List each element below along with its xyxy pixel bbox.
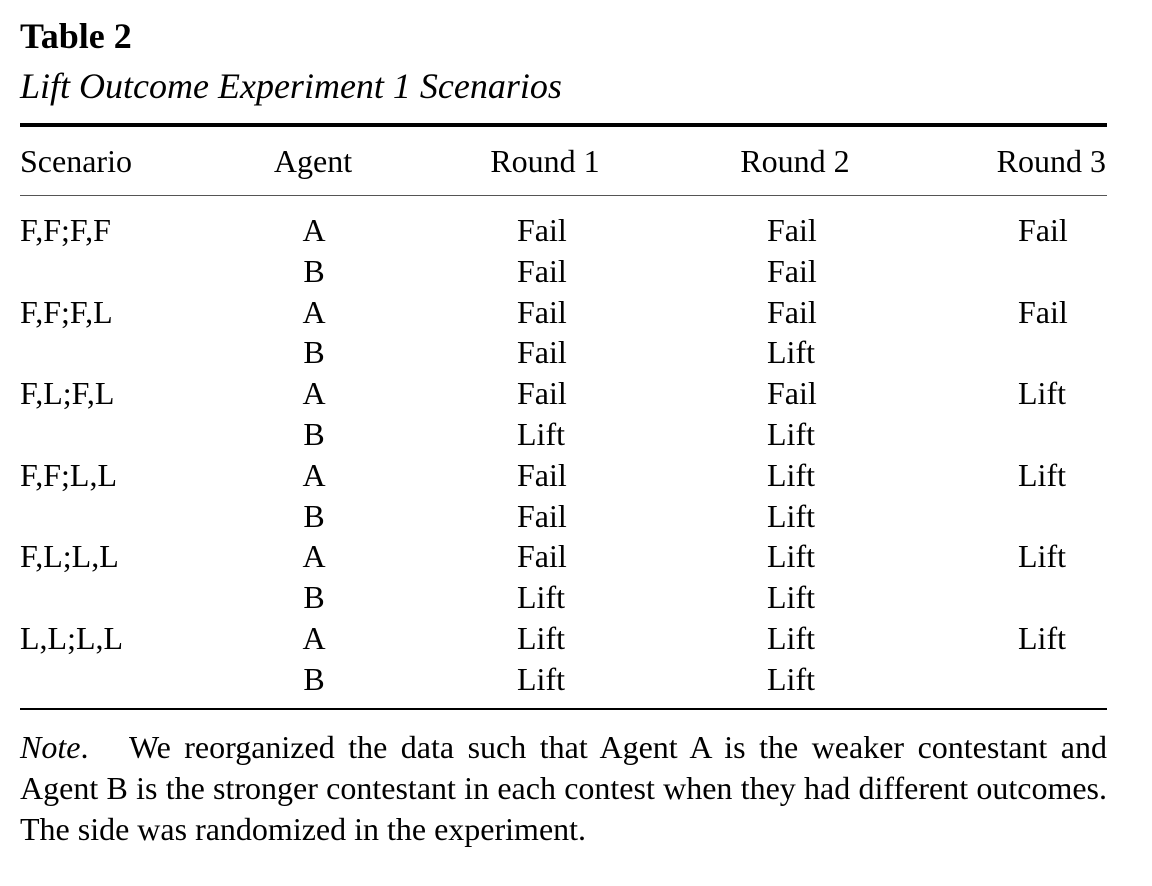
table-row — [0, 659, 1152, 699]
bottom-rule — [20, 708, 1107, 710]
agent-cell: A — [302, 212, 326, 248]
agent-cell: A — [302, 375, 326, 411]
round-2-cell: Lift — [767, 457, 815, 493]
table-number: Table 2 — [20, 16, 132, 56]
agent-cell: B — [303, 579, 325, 615]
note-text: We reorganized the data such that Agent A is the weaker contestant and Agent B is the stronger contestant in each contest when they had different outcomes. The side was randomized in the experiment. — [20, 729, 1108, 847]
round-3-cell: Lift — [1018, 375, 1066, 411]
round-3-cell: Fail — [1018, 212, 1068, 248]
scenario-cell: F,F;L,L — [20, 457, 118, 493]
header-rule — [20, 195, 1107, 196]
round-1-cell: Fail — [517, 253, 567, 289]
table-row — [0, 618, 1152, 658]
round-2-cell: Lift — [767, 498, 815, 534]
round-3-cell: Lift — [1018, 620, 1066, 656]
round-2-cell: Lift — [767, 579, 815, 615]
round-2-cell: Fail — [767, 294, 817, 330]
round-1-cell: Lift — [517, 620, 565, 656]
header-round-3: Round 3 — [996, 143, 1106, 179]
table-row — [0, 536, 1152, 576]
round-3-cell: Lift — [1018, 457, 1066, 493]
scenario-cell: F,L;L,L — [20, 538, 119, 574]
round-1-cell: Fail — [517, 498, 567, 534]
round-1-cell: Fail — [517, 375, 567, 411]
table-note — [20, 727, 1107, 850]
header-agent: Agent — [273, 143, 353, 179]
round-2-cell: Lift — [767, 620, 815, 656]
round-2-cell: Fail — [767, 375, 817, 411]
table-row — [0, 455, 1152, 495]
table-row — [0, 373, 1152, 413]
agent-cell: A — [302, 457, 326, 493]
table-row — [0, 577, 1152, 617]
note-label: Note — [20, 729, 81, 765]
agent-cell: A — [302, 620, 326, 656]
table-row — [0, 414, 1152, 454]
round-1-cell: Fail — [517, 212, 567, 248]
scenario-cell: F,L;F,L — [20, 375, 115, 411]
round-2-cell: Lift — [767, 661, 815, 697]
table-row — [0, 292, 1152, 332]
round-1-cell: Lift — [517, 661, 565, 697]
table-title: Lift Outcome Experiment 1 Scenarios — [20, 66, 562, 106]
top-rule — [20, 123, 1107, 127]
round-1-cell: Fail — [517, 538, 567, 574]
table-row — [0, 496, 1152, 536]
agent-cell: B — [303, 334, 325, 370]
round-1-cell: Fail — [517, 294, 567, 330]
note-label-punct: . — [80, 729, 89, 765]
header-round-2: Round 2 — [740, 143, 850, 179]
agent-cell: A — [302, 294, 326, 330]
round-1-cell: Lift — [517, 579, 565, 615]
scenario-cell: F,F;F,L — [20, 294, 113, 330]
round-2-cell: Lift — [767, 538, 815, 574]
header-scenario: Scenario — [20, 143, 132, 179]
agent-cell: B — [303, 498, 325, 534]
round-1-cell: Fail — [517, 457, 567, 493]
round-1-cell: Lift — [517, 416, 565, 452]
table-header-row — [0, 141, 1152, 181]
round-2-cell: Lift — [767, 416, 815, 452]
scenario-cell: F,F;F,F — [20, 212, 111, 248]
round-1-cell: Fail — [517, 334, 567, 370]
round-2-cell: Fail — [767, 212, 817, 248]
agent-cell: B — [303, 253, 325, 289]
round-3-cell: Lift — [1018, 538, 1066, 574]
round-3-cell: Fail — [1018, 294, 1068, 330]
round-2-cell: Lift — [767, 334, 815, 370]
table-row — [0, 251, 1152, 291]
table-row — [0, 210, 1152, 250]
agent-cell: B — [303, 661, 325, 697]
round-2-cell: Fail — [767, 253, 817, 289]
scenario-cell: L,L;L,L — [20, 620, 124, 656]
agent-cell: B — [303, 416, 325, 452]
header-round-1: Round 1 — [490, 143, 600, 179]
agent-cell: A — [302, 538, 326, 574]
table-row — [0, 332, 1152, 372]
